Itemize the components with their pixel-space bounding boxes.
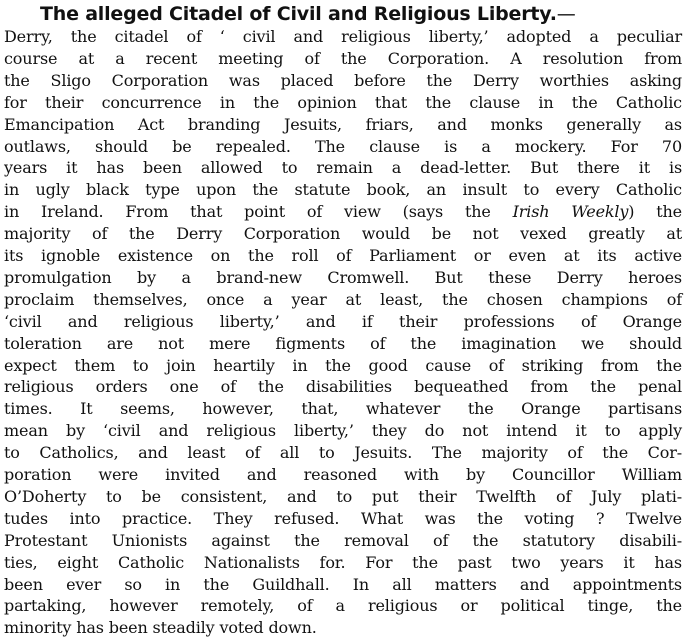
headline-text: The alleged Citadel of Civil and Religious Liberty. [40,3,557,25]
body-line: expect them to join heartily in the good cause of striking from the [4,355,682,375]
body-line: been ever so in the Guildhall. In all matters and appointments [4,574,682,594]
body-line: its ignoble existence on the roll of Parliament or even at its active [4,246,682,265]
newspaper-title-italic: Irish Weekly [512,202,629,222]
body-line: toleration are not mere figments of the imagination we should [4,333,682,353]
body-line: the Sligo Corporation was placed before the Derry worthies asking [4,70,682,90]
body-line-final: minority has been steadily voted down. [4,618,317,638]
body-line: mean by ‘civil and religious liberty,’ they do not intend it to apply [4,421,682,441]
article-headline [40,1,576,27]
body-line: years it has been allowed to remain a dead-letter. But there it is [4,158,682,178]
line-segment: in Ireland. From that point of view (says the [4,202,513,222]
body-line: O’Doherty to be consistent, and to put their Twelfth of July plati- [4,486,682,506]
body-line: for their concurrence in the opinion that the clause in the Catholic [4,92,682,112]
body-line: religious orders one of the disabilities bequeathed from the penal [4,377,682,397]
body-line: course at a recent meeting of the Corporation. A resolution from [4,48,682,68]
body-line: to Catholics, and least of all to Jesuits. The majority of the Cor- [4,443,682,463]
body-line: proclaim themselves, once a year at least, the chosen champions of [4,289,682,309]
body-line: poration were invited and reasoned with by Councillor William [4,465,682,484]
body-line: Emancipation Act branding Jesuits, friars, and monks generally as [4,114,682,134]
body-line: ties, eight Catholic Nationalists for. For the past two years it has [4,552,682,572]
body-line: outlaws, should be repealed. The clause is a mockery. For 70 [4,136,682,156]
body-line: Derry, the citadel of ‘ civil and religious liberty,’ adopted a peculiar [4,27,682,46]
body-line: promulgation by a brand-new Cromwell. But these Derry heroes [4,267,682,287]
headline-dash: — [556,3,576,25]
line-segment: ) the [628,202,682,222]
body-line-with-italic [4,201,682,223]
article [4,0,682,638]
body-line: partaking, however remotely, of a religious or political tinge, the [4,596,682,616]
body-line: in ugly black type upon the statute book, an insult to every Catholic [4,180,682,200]
body-line: tudes into practice. They refused. What was the voting ? Twelve [4,508,682,528]
body-line: ‘civil and religious liberty,’ and if their professions of Orange [4,311,682,331]
body-line: Protestant Unionists against the removal of the statutory disabili- [4,530,682,550]
body-line: times. It seems, however, that, whatever the Orange partisans [4,399,682,419]
body-line: majority of the Derry Corporation would be not vexed greatly at [4,224,682,244]
